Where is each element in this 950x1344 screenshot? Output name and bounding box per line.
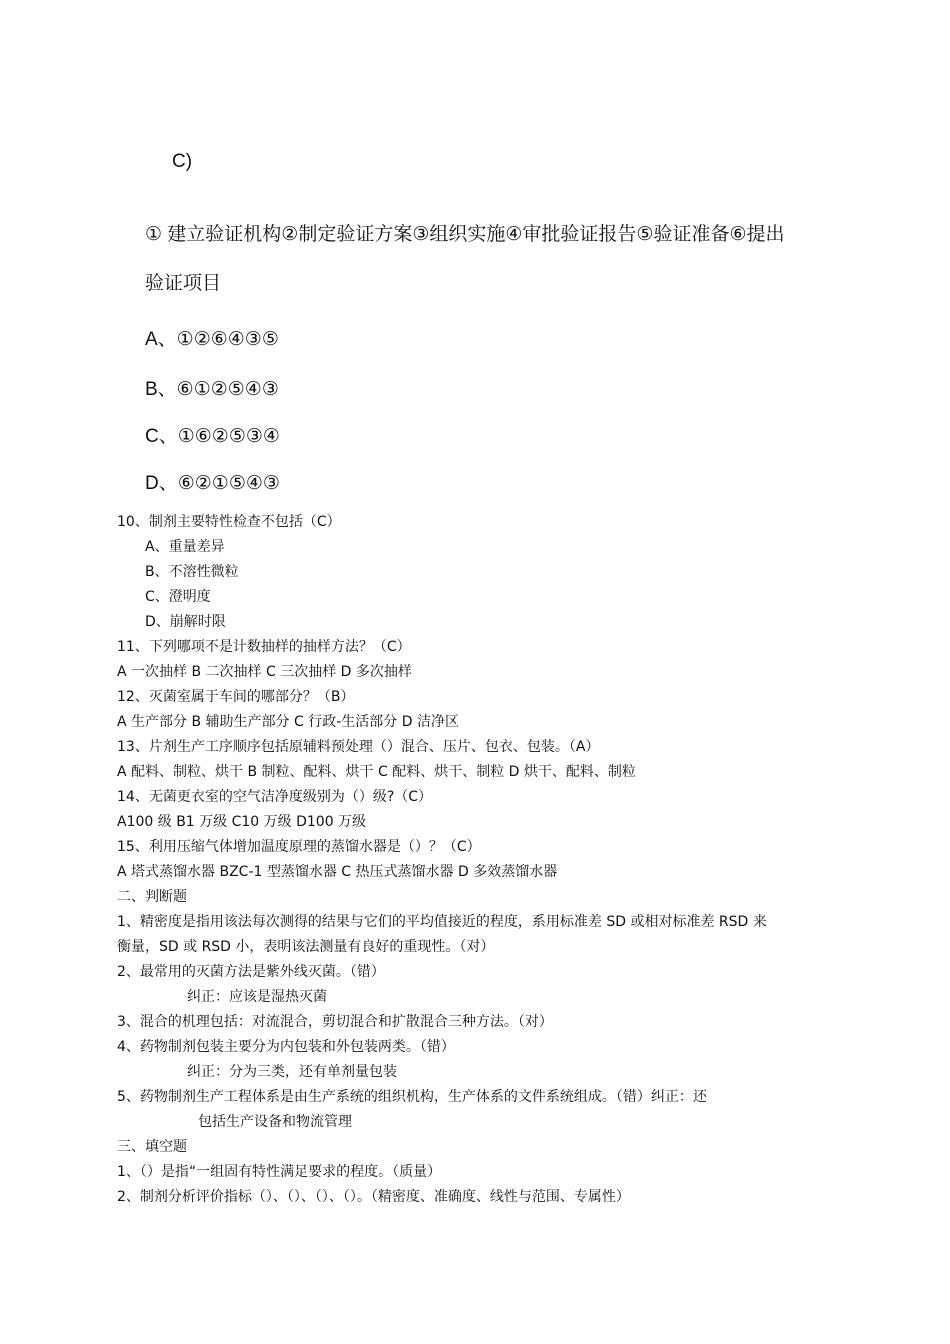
question-14-options: A100 级 B1 万级 C10 万级 D100 万级 [117, 814, 367, 830]
question-12: 12、灭菌室属于车间的哪部分？（B） [117, 689, 355, 705]
question-12-options: A 生产部分 B 辅助生产部分 C 行政-生活部分 D 洁净区 [117, 714, 459, 730]
judgment-4-correction: 纠正：分为三类，还有单剂量包装 [187, 1064, 397, 1080]
fill-in-2: 2、制剂分析评价指标（）、（）、（）、（）。（精密度、准确度、线性与范围、专属性） [117, 1189, 630, 1205]
section-heading-fill-in: 三、填空题 [117, 1139, 187, 1155]
answer-option-d: D、⑥②①⑤④③ [145, 473, 280, 494]
question-13-options: A 配料、制粒、烘干 B 制粒、配料、烘干 C 配料、烘干、制粒 D 烘干、配料、制粒 [117, 764, 636, 780]
validation-steps-line-1: ① 建立验证机构②制定验证方案③组织实施④审批验证报告⑤验证准备⑥提出 [145, 224, 785, 245]
question-10-option-a: A、重量差异 [145, 539, 225, 555]
question-11: 11、下列哪项不是计数抽样的抽样方法？（C） [117, 639, 411, 655]
validation-steps-line-2: 验证项目 [145, 273, 222, 294]
judgment-2: 2、最常用的灭菌方法是紫外线灭菌。（错） [117, 964, 385, 980]
judgment-1-line-2: 衡量，SD 或 RSD 小，表明该法测量有良好的重现性。（对） [117, 939, 495, 955]
section-heading-true-false: 二、判断题 [117, 889, 187, 905]
question-10: 10、制剂主要特性检查不包括（C） [117, 514, 341, 530]
question-10-option-c: C、澄明度 [145, 589, 211, 605]
judgment-2-correction: 纠正：应该是湿热灭菌 [187, 989, 327, 1005]
question-15-options: A 塔式蒸馏水器 BZC-1 型蒸馏水器 C 热压式蒸馏水器 D 多效蒸馏水器 [117, 864, 558, 880]
judgment-4: 4、药物制剂包装主要分为内包装和外包装两类。（错） [117, 1039, 455, 1055]
judgment-5: 5、药物制剂生产工程体系是由生产系统的组织机构，生产体系的文件系统组成。（错）纠正：还 [117, 1089, 707, 1105]
answer-option-a: A、①②⑥④③⑤ [145, 329, 279, 350]
judgment-3: 3、混合的机理包括：对流混合，剪切混合和扩散混合三种方法。（对） [117, 1014, 553, 1030]
question-15: 15、利用压缩气体增加温度原理的蒸馏水器是（）？（C） [117, 839, 481, 855]
judgment-1-line-1: 1、精密度是指用该法每次测得的结果与它们的平均值接近的程度，系用标准差 SD 或相对标准差 RSD 来 [117, 914, 767, 930]
answer-option-c: C、①⑥②⑤③④ [145, 426, 280, 447]
question-13: 13、片剂生产工序顺序包括原辅料预处理（）混合、压片、包衣、包装。（A） [117, 739, 600, 755]
option-c-label: C) [172, 151, 193, 172]
fill-in-1: 1、（）是指“一组固有特性满足要求的程度。（质量） [117, 1164, 442, 1180]
answer-option-b: B、⑥①②⑤④③ [145, 379, 279, 400]
judgment-5-correction: 包括生产设备和物流管理 [198, 1114, 352, 1130]
question-10-option-d: D、崩解时限 [145, 614, 226, 630]
question-11-options: A 一次抽样 B 二次抽样 C 三次抽样 D 多次抽样 [117, 664, 412, 680]
question-10-option-b: B、不溶性微粒 [145, 564, 239, 580]
question-14: 14、无菌更衣室的空气洁净度级别为（）级?（C） [117, 789, 433, 805]
